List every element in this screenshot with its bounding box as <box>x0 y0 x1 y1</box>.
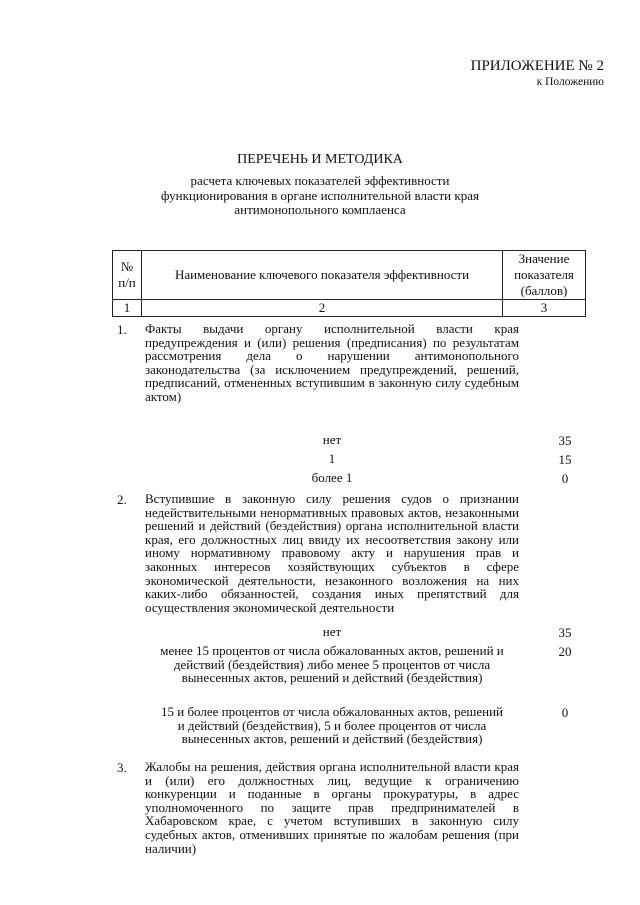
header-number: № п/п <box>113 251 142 300</box>
appendix-title: ПРИЛОЖЕНИЕ № 2 <box>470 58 604 74</box>
item-description: Жалобы на решения, действия органа исполнительной власти края и (или) его должностных лиц, ведущие к ограничению конкуренции и поданные в органы прокуратуры, в адрес уполномоченного по защите прав предпринимателей в Хабаровском крае, с учетом вступивших в законную силу судебных актов, отменивших принятые по жалобам решения (при наличии) <box>145 759 519 856</box>
item-number: 3. <box>117 760 127 775</box>
header-col-index-2: 2 <box>142 300 503 317</box>
option-value: 15 <box>558 452 572 467</box>
item-number: 1. <box>117 322 127 337</box>
appendix-subtitle: к Положению <box>536 76 604 88</box>
title-line-2: функционирования в органе исполнительной власти края <box>161 187 479 203</box>
option-label: нет <box>322 432 342 447</box>
option-value: 20 <box>558 644 572 659</box>
item-number: 2. <box>117 492 127 507</box>
header-value: Значение показателя (баллов) <box>503 251 586 300</box>
table-header <box>112 250 586 317</box>
item-description: Вступившие в законную силу решения судов о признании недействительными ненормативных правовых актов, незаконными решений и действий (бездействия) органа исполнительной власти края, его должностных лиц ввиду их несоответствия закону или иному нормативному правовому акту и нарушения прав и законных интересов хозяйствующих субъектов в сфере экономической деятельности, незаконного возложения на них каких-либо обязанностей, создания иных препятствий для осуществления экономической деятельности <box>145 491 519 615</box>
header-indicator-name: Наименование ключевого показателя эффективности <box>142 251 503 300</box>
appendix-block <box>471 58 604 89</box>
document-title <box>0 150 640 218</box>
option-label: менее 15 процентов от числа обжалованных актов, решений и действий (бездействия) либо менее 5 процентов от числа вынесенных актов, решений и действий (бездействия) <box>160 643 504 686</box>
header-col-index-3: 3 <box>503 300 586 317</box>
option-value: 35 <box>558 433 572 448</box>
option-label: нет <box>322 624 342 639</box>
title-line-3: антимонопольного комплаенса <box>234 202 406 217</box>
title-line-1: расчета ключевых показателей эффективности <box>190 173 450 188</box>
option-value: 35 <box>558 625 572 640</box>
option-value: 0 <box>561 705 569 720</box>
option-value: 0 <box>561 471 569 486</box>
option-label: более 1 <box>311 470 353 485</box>
header-col-index-1: 1 <box>113 300 142 317</box>
title-heading: ПЕРЕЧЕНЬ И МЕТОДИКА <box>237 152 403 167</box>
option-label: 1 <box>328 451 336 466</box>
option-label: 15 и более процентов от числа обжалованных актов, решений и действий (бездействия), 5 и более процентов от числа вынесенных актов, решений и действий (бездействия) <box>160 704 503 747</box>
item-description: Факты выдачи органу исполнительной власти края предупреждения и (или) решения (предписания) по результатам рассмотрения дела о нарушении антимонопольного законодательства (за исключением предупреждений, решений, предписаний, отмененных вступившим в законную силу судебным актом) <box>145 321 519 404</box>
